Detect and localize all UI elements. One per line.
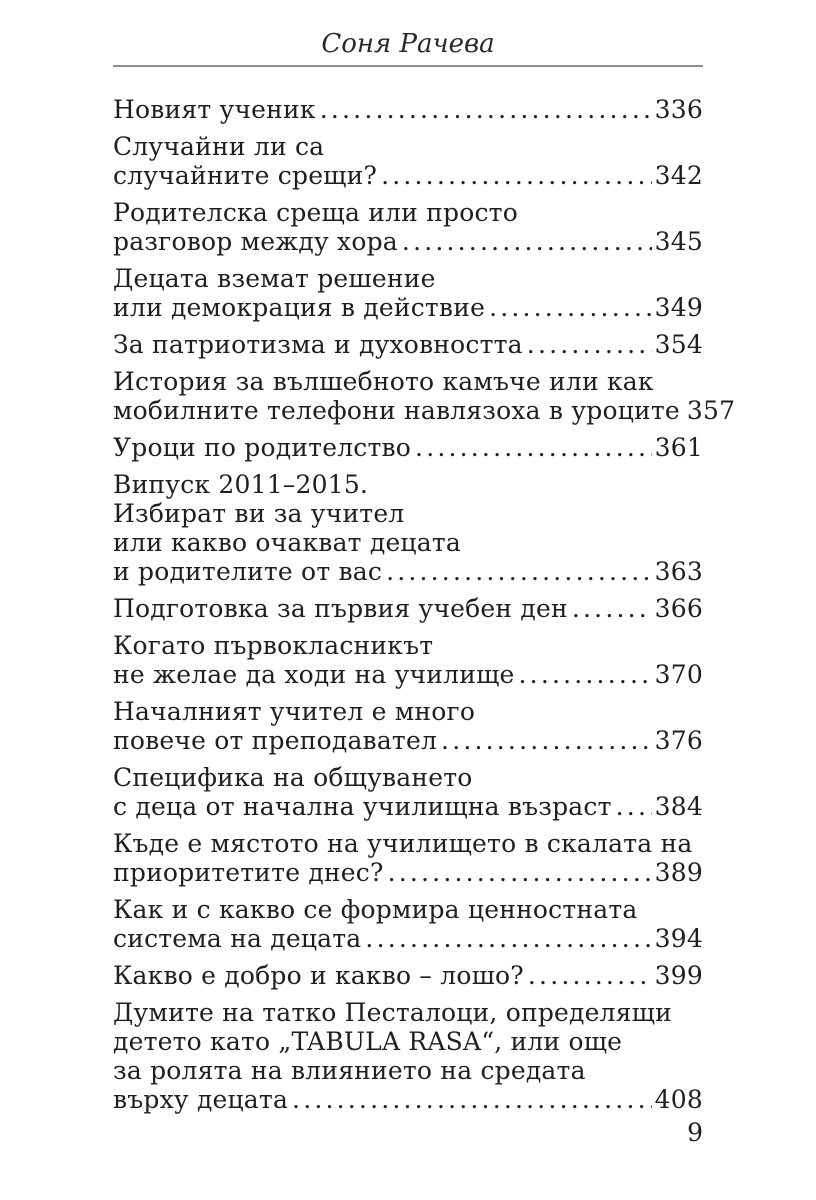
toc-entry-title: с деца от начална училищна възраст bbox=[113, 792, 612, 821]
dot-leader bbox=[528, 961, 652, 990]
dot-leader bbox=[292, 1085, 652, 1114]
toc-entry-title-line: История за вълшебното камъче или как bbox=[113, 367, 654, 396]
toc-entry-title: Какво е добро и какво – лошо? bbox=[113, 961, 524, 990]
toc-entry bbox=[113, 895, 703, 953]
toc-entry-title-line: Децата вземат решение bbox=[113, 264, 436, 293]
table-of-contents bbox=[113, 95, 736, 1114]
toc-entry-title: случайните срещи? bbox=[113, 161, 378, 190]
toc-list bbox=[113, 95, 736, 1114]
toc-entry-last-line bbox=[113, 726, 703, 755]
dot-leader bbox=[572, 594, 652, 623]
toc-entry bbox=[113, 697, 703, 755]
page-content bbox=[113, 0, 736, 1122]
toc-entry bbox=[113, 998, 703, 1114]
dot-leader bbox=[386, 557, 652, 586]
toc-entry-title-line: Специфика на общуването bbox=[113, 763, 473, 792]
toc-entry-page-number: 336 bbox=[654, 95, 703, 124]
toc-entry-last-line bbox=[113, 330, 703, 359]
toc-entry-title: и родителите от вас bbox=[113, 557, 383, 586]
toc-entry-title-line: Думите на татко Песталоци, определящи bbox=[113, 998, 672, 1027]
toc-entry bbox=[113, 198, 703, 256]
toc-entry bbox=[113, 631, 703, 689]
toc-entry-title-line: за ролята на влиянието на средата bbox=[113, 1056, 586, 1085]
toc-entry-title: Новият ученик bbox=[113, 95, 316, 124]
toc-entry-page-number: 376 bbox=[654, 726, 703, 755]
toc-entry-page-number: 363 bbox=[654, 557, 703, 586]
dot-leader bbox=[402, 227, 652, 256]
toc-entry-title-line: Къде е мястото на училището в скалата на bbox=[113, 829, 693, 858]
toc-entry-page-number: 354 bbox=[654, 330, 703, 359]
toc-entry-title: върху децата bbox=[113, 1085, 289, 1114]
dot-leader bbox=[441, 726, 652, 755]
toc-entry-last-line bbox=[113, 961, 703, 990]
toc-entry-last-line bbox=[113, 660, 703, 689]
toc-entry-title-line: Случайни ли са bbox=[113, 132, 325, 161]
toc-entry bbox=[113, 961, 703, 990]
toc-entry bbox=[113, 470, 703, 586]
toc-entry-page-number: 389 bbox=[654, 858, 703, 887]
toc-entry-page-number: 408 bbox=[654, 1085, 703, 1114]
toc-entry-last-line bbox=[113, 227, 703, 256]
toc-entry-page-number: 366 bbox=[654, 594, 703, 623]
toc-entry-last-line bbox=[113, 161, 703, 190]
toc-entry bbox=[113, 594, 703, 623]
toc-entry-title-line: Когато първокласникът bbox=[113, 631, 434, 660]
toc-entry-last-line bbox=[113, 293, 703, 322]
toc-entry bbox=[113, 132, 703, 190]
toc-entry-title: разговор между хора bbox=[113, 227, 398, 256]
toc-entry-page-number: 394 bbox=[654, 924, 703, 953]
toc-entry-last-line bbox=[113, 95, 703, 124]
toc-entry-title-line: или какво очакват децата bbox=[113, 528, 461, 557]
running-header-author: Соня Рачева bbox=[321, 29, 495, 59]
dot-leader bbox=[381, 161, 652, 190]
toc-entry-title: За патриотизма и духовността bbox=[113, 330, 523, 359]
toc-entry bbox=[113, 330, 703, 359]
toc-entry-title: Подготовка за първия учебен ден bbox=[113, 594, 568, 623]
toc-entry-title-line: Випуск 2011–2015. bbox=[113, 470, 369, 499]
toc-entry-title: или демокрация в действие bbox=[113, 293, 486, 322]
toc-entry-last-line bbox=[113, 858, 703, 887]
dot-leader bbox=[489, 293, 652, 322]
header-rule bbox=[113, 65, 703, 67]
toc-entry-title-line: Как и с какво се формира ценностната bbox=[113, 895, 638, 924]
toc-entry-title: повече от преподавател bbox=[113, 726, 438, 755]
toc-entry-page-number: 384 bbox=[654, 792, 703, 821]
toc-entry-title: приоритетите днес? bbox=[113, 858, 384, 887]
toc-entry-page-number: 349 bbox=[654, 293, 703, 322]
toc-entry-last-line bbox=[113, 396, 736, 425]
dot-leader bbox=[388, 858, 652, 887]
toc-entry-title-line: Родителска среща или просто bbox=[113, 198, 518, 227]
toc-entry-title: мобилните телефони навлязоха в уроците bbox=[113, 396, 680, 425]
toc-entry-title-line: детето като „TABULA RASA“, или още bbox=[113, 1027, 623, 1056]
toc-entry-last-line bbox=[113, 1085, 703, 1114]
toc-entry-last-line bbox=[113, 792, 703, 821]
toc-entry bbox=[113, 829, 703, 887]
dot-leader bbox=[527, 330, 652, 359]
toc-entry-page-number: 399 bbox=[654, 961, 703, 990]
toc-entry-title-line: Началният учител е много bbox=[113, 697, 476, 726]
dot-leader bbox=[365, 924, 651, 953]
toc-entry-title: система на децата bbox=[113, 924, 362, 953]
dot-leader bbox=[415, 433, 652, 462]
toc-entry bbox=[113, 367, 736, 425]
toc-entry-last-line bbox=[113, 557, 703, 586]
toc-entry bbox=[113, 763, 703, 821]
toc-entry-last-line bbox=[113, 433, 703, 462]
toc-entry-page-number: 361 bbox=[654, 433, 703, 462]
toc-entry-page-number: 342 bbox=[654, 161, 703, 190]
dot-leader bbox=[519, 660, 652, 689]
toc-entry-title-line: Избират ви за учител bbox=[113, 499, 405, 528]
toc-entry-page-number: 357 bbox=[686, 396, 736, 425]
toc-entry-page-number: 345 bbox=[654, 227, 703, 256]
dot-leader bbox=[616, 792, 652, 821]
dot-leader bbox=[320, 95, 652, 124]
page-number: 9 bbox=[687, 1118, 703, 1147]
toc-entry-last-line bbox=[113, 594, 703, 623]
toc-entry bbox=[113, 264, 703, 322]
toc-entry bbox=[113, 95, 703, 124]
toc-entry-page-number: 370 bbox=[654, 660, 703, 689]
toc-entry bbox=[113, 433, 703, 462]
toc-entry-last-line bbox=[113, 924, 703, 953]
toc-entry-title: Уроци по родителство bbox=[113, 433, 412, 462]
toc-entry-title: не желае да ходи на училище bbox=[113, 660, 515, 689]
